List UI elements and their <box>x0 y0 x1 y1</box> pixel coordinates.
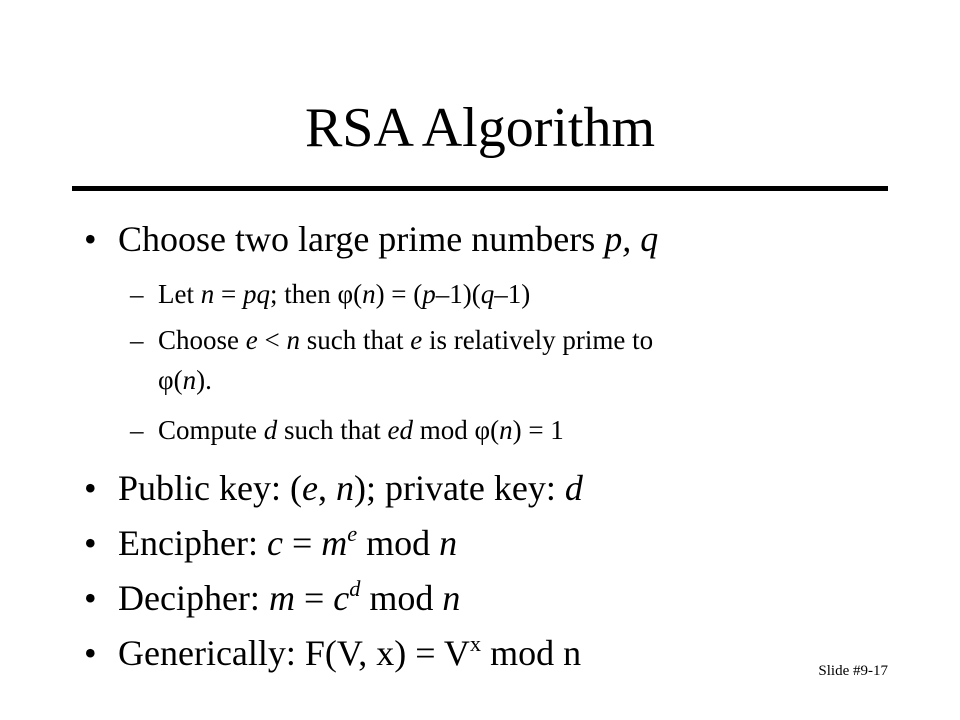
text-segment: Public key: ( <box>118 468 302 508</box>
var-n: n <box>499 415 513 445</box>
text-segment: is relatively prime to <box>422 325 654 355</box>
slide-number: Slide #9-17 <box>818 663 888 679</box>
phi-symbol: φ <box>337 279 354 309</box>
text-segment: such that <box>299 325 411 355</box>
bullet-decipher <box>84 576 97 620</box>
text-segment: –1)( <box>435 279 481 309</box>
var-pq: pq <box>242 279 270 309</box>
dash-marker: – <box>130 325 144 355</box>
var-e: e <box>410 325 423 355</box>
sub-bullet-choose-e-continuation <box>158 363 212 397</box>
bullet-public-key <box>84 466 97 510</box>
text-segment: mod n <box>481 633 582 673</box>
var-n: n <box>362 279 376 309</box>
phi-symbol: φ <box>474 415 491 445</box>
bullet-public-key-text <box>118 466 583 510</box>
var-p: p <box>422 279 436 309</box>
bullet-marker: • <box>84 219 97 259</box>
superscript-x: x <box>469 631 482 657</box>
text-segment: ). <box>196 365 212 395</box>
text-segment: Choose <box>158 325 246 355</box>
bullet-encipher <box>84 521 97 565</box>
slide-title: RSA Algorithm <box>304 97 656 159</box>
var-n: n <box>439 523 458 563</box>
sub-bullet-choose-e-text <box>158 323 653 357</box>
bullet-choose-primes-text <box>118 217 658 261</box>
var-n: n <box>200 279 215 309</box>
text-segment: , <box>317 468 336 508</box>
text-segment: ( <box>173 365 183 395</box>
var-n: n <box>442 578 461 618</box>
text-segment: mod <box>412 415 475 445</box>
bullet-decipher-text <box>118 576 460 620</box>
text-segment: ) = ( <box>375 279 423 309</box>
superscript-e: e <box>347 521 358 547</box>
sub-bullet-compute-d <box>130 413 144 447</box>
var-n: n <box>335 468 354 508</box>
var-m: m <box>321 523 348 563</box>
text-segment: < <box>257 325 287 355</box>
bullet-generically-text <box>118 631 581 675</box>
var-e: e <box>245 325 258 355</box>
sub-bullet-let-n <box>130 277 144 311</box>
var-d: d <box>263 415 278 445</box>
text-segment: ( <box>353 279 363 309</box>
var-c: c <box>333 578 350 618</box>
dash-marker: – <box>130 279 144 309</box>
text-segment: Decipher: <box>118 578 269 618</box>
text-segment: Compute <box>158 415 264 445</box>
text-segment: Encipher: <box>118 523 267 563</box>
bullet-marker: • <box>84 578 97 618</box>
var-q: q <box>480 279 495 309</box>
var-n: n <box>182 365 197 395</box>
bullet-choose-primes <box>84 217 97 261</box>
bullet-marker: • <box>84 468 97 508</box>
sub-bullet-compute-d-text <box>158 413 564 447</box>
var-n: n <box>286 325 300 355</box>
text-segment: Generically: F(V, x) = V <box>118 633 470 673</box>
phi-symbol: φ <box>158 365 174 395</box>
var-m: m <box>268 578 295 618</box>
text-segment: mod <box>357 523 440 563</box>
dash-marker: – <box>130 415 144 445</box>
var-e: e <box>301 468 318 508</box>
var-ed: ed <box>387 415 413 445</box>
text-segment: = <box>282 523 322 563</box>
text-segment: = <box>294 578 334 618</box>
superscript-d: d <box>349 576 361 602</box>
text-segment: such that <box>277 415 388 445</box>
bullet-marker: • <box>84 633 97 673</box>
text-segment: Let <box>158 279 201 309</box>
sub-bullet-let-n-text <box>158 277 530 311</box>
text-segment: ( <box>490 415 500 445</box>
text-segment: = <box>214 279 243 309</box>
bullet-generically <box>84 631 97 675</box>
var-c: c <box>266 523 283 563</box>
text-segment: ) = 1 <box>512 415 564 445</box>
bullet-encipher-text <box>118 521 457 565</box>
bullet-marker: • <box>84 523 97 563</box>
text-segment: ; then <box>269 279 338 309</box>
var-d: d <box>564 468 583 508</box>
bullet-text: Choose two large prime numbers <box>118 219 605 259</box>
text-segment: –1) <box>494 279 531 309</box>
sub-bullet-choose-e <box>130 323 144 357</box>
text-segment: ); private key: <box>353 468 565 508</box>
variable-p-q: p, q <box>604 219 659 259</box>
text-segment: mod <box>360 578 443 618</box>
